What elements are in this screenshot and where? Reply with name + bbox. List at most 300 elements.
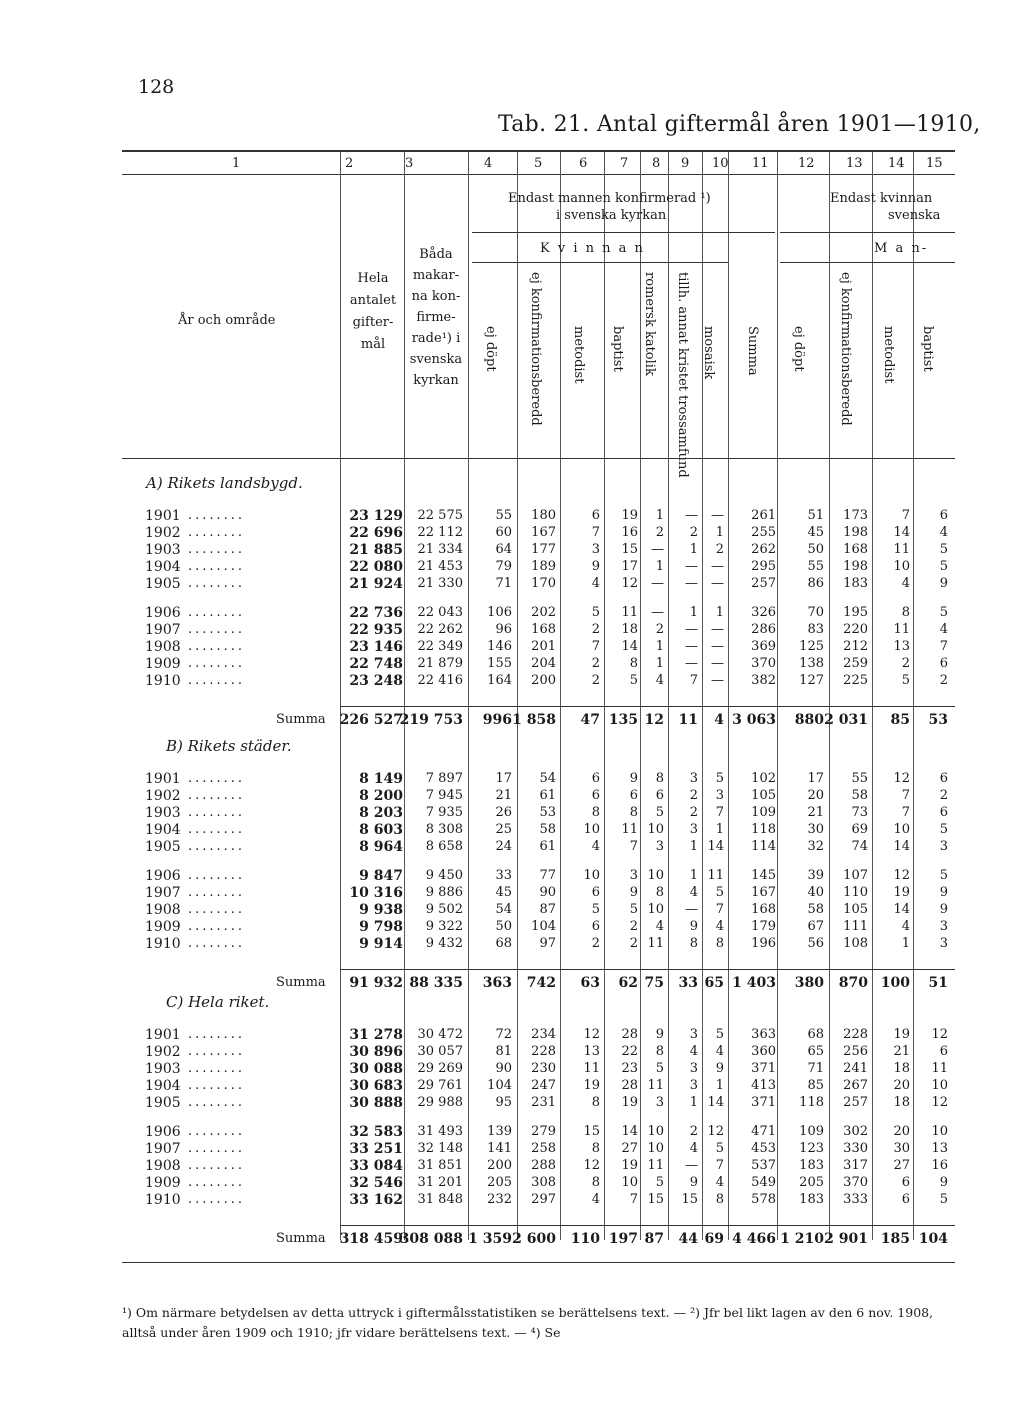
table-cell: 9 — [629, 885, 638, 900]
header-c10: mosaisk — [701, 326, 716, 380]
table-cell: 3 — [655, 1095, 664, 1110]
table-cell: 2 — [591, 622, 600, 637]
table-cell: 2 — [591, 673, 600, 688]
table-cell: 302 — [843, 1124, 868, 1139]
table-cell: 21 330 — [417, 576, 463, 591]
table-cell: 104 — [531, 919, 556, 934]
table-cell: 11 — [647, 936, 664, 951]
table-cell: 2 — [689, 1124, 698, 1139]
table-cell: 87 — [539, 902, 556, 917]
table-cell: 8 — [689, 936, 698, 951]
table-cell: 68 — [807, 1027, 824, 1042]
table-cell: — — [711, 656, 724, 671]
table-cell: 19 — [893, 1027, 910, 1042]
table-cell: 9 — [629, 771, 638, 786]
table-cell: 55 — [851, 771, 868, 786]
table-cell: 11 — [707, 868, 724, 883]
table-cell: 3 — [939, 839, 948, 854]
table-cell: 7 — [715, 805, 724, 820]
table-cell: 205 — [799, 1175, 824, 1190]
header-c4: ej döpt — [483, 326, 498, 372]
table-cell: 102 — [751, 771, 776, 786]
table-cell: 288 — [531, 1158, 556, 1173]
table-cell: — — [685, 639, 698, 654]
table-cell: 70 — [807, 605, 824, 620]
table-cell: 8 — [715, 936, 724, 951]
table-cell: 9 798 — [359, 919, 403, 935]
table-cell: 30 057 — [417, 1044, 463, 1059]
table-cell: 370 — [843, 1175, 868, 1190]
header-both-confirmed: kyrkan — [413, 373, 459, 388]
table-cell: 45 — [495, 885, 512, 900]
table-cell: 5 — [715, 1141, 724, 1156]
table-cell: 14 — [893, 525, 910, 540]
rule-line — [122, 1262, 955, 1263]
row-year: 1908 — [145, 1158, 181, 1174]
table-cell: 22 935 — [349, 622, 403, 638]
table-cell: 317 — [843, 1158, 868, 1173]
table-cell: 363 — [751, 1027, 776, 1042]
table-cell: 16 — [931, 1158, 948, 1173]
summa-cell: 63 — [580, 975, 600, 991]
table-cell: 22 736 — [349, 605, 403, 621]
leader-dots: ........ — [188, 639, 246, 654]
subgroup-kvinnan: K v i n n a n — [540, 241, 645, 256]
table-cell: — — [711, 576, 724, 591]
leader-dots: ........ — [188, 885, 246, 900]
subgroup-mannen: M a n- — [874, 241, 929, 256]
table-cell: 4 — [591, 1192, 600, 1207]
table-cell: 5 — [591, 605, 600, 620]
table-cell: 5 — [939, 559, 948, 574]
column-divider — [560, 152, 561, 1240]
header-total-marriages: antalet — [349, 293, 397, 308]
table-cell: 4 — [689, 885, 698, 900]
table-cell: — — [711, 673, 724, 688]
row-year: 1901 — [145, 508, 181, 524]
table-cell: 7 — [901, 508, 910, 523]
table-cell: 7 — [689, 673, 698, 688]
table-cell: 127 — [799, 673, 824, 688]
table-cell: 105 — [751, 788, 776, 803]
table-cell: 9 — [655, 1027, 664, 1042]
table-cell: 23 — [621, 1061, 638, 1076]
column-number: 11 — [752, 156, 769, 171]
table-cell: 537 — [751, 1158, 776, 1173]
column-divider — [640, 152, 641, 1240]
table-cell: 4 — [715, 919, 724, 934]
table-cell: 261 — [751, 508, 776, 523]
table-cell: 3 — [689, 771, 698, 786]
column-divider — [468, 152, 469, 1240]
leader-dots: ........ — [188, 771, 246, 786]
table-cell: 71 — [495, 576, 512, 591]
table-cell: 247 — [531, 1078, 556, 1093]
table-cell: 173 — [843, 508, 868, 523]
summa-cell: 87 — [644, 1231, 664, 1247]
table-cell: 1 — [901, 936, 910, 951]
table-cell: 5 — [901, 673, 910, 688]
table-cell: 10 — [931, 1124, 948, 1139]
table-cell: 4 — [939, 622, 948, 637]
table-cell: 4 — [689, 1044, 698, 1059]
table-cell: 61 — [539, 839, 556, 854]
table-cell: 30 683 — [349, 1078, 403, 1094]
row-year: 1907 — [145, 622, 181, 638]
table-cell: 6 — [591, 919, 600, 934]
table-cell: 9 886 — [425, 885, 463, 900]
table-cell: 167 — [751, 885, 776, 900]
table-cell: 1 — [715, 605, 724, 620]
table-cell: 167 — [531, 525, 556, 540]
table-cell: 19 — [621, 508, 638, 523]
row-year: 1909 — [145, 919, 181, 935]
leader-dots: ........ — [188, 902, 246, 917]
leader-dots: ........ — [188, 1095, 246, 1110]
table-cell: 146 — [487, 639, 512, 654]
leader-dots: ........ — [188, 673, 246, 688]
row-year: 1909 — [145, 1175, 181, 1191]
table-cell: 54 — [495, 902, 512, 917]
table-cell: 8 308 — [425, 822, 463, 837]
table-cell: 21 334 — [417, 542, 463, 557]
column-divider — [340, 152, 341, 1240]
table-cell: 12 — [893, 771, 910, 786]
table-cell: 5 — [655, 805, 664, 820]
table-cell: 31 493 — [417, 1124, 463, 1139]
table-cell: 68 — [495, 936, 512, 951]
table-cell: 22 696 — [349, 525, 403, 541]
table-cell: 267 — [843, 1078, 868, 1093]
row-year: 1907 — [145, 1141, 181, 1157]
table-cell: 189 — [531, 559, 556, 574]
table-cell: 7 — [629, 1192, 638, 1207]
table-cell: 114 — [751, 839, 776, 854]
table-cell: 370 — [751, 656, 776, 671]
table-cell: 308 — [531, 1175, 556, 1190]
leader-dots: ........ — [188, 805, 246, 820]
table-cell: 4 — [901, 576, 910, 591]
table-cell: 2 — [689, 525, 698, 540]
header-c8: romersk katolik — [642, 272, 657, 376]
table-cell: 55 — [807, 559, 824, 574]
table-cell: 2 — [629, 919, 638, 934]
table-cell: 8 — [715, 1192, 724, 1207]
table-cell: 107 — [843, 868, 868, 883]
header-c11: Summa — [745, 326, 760, 376]
table-cell: 21 879 — [417, 656, 463, 671]
table-cell: 3 — [655, 839, 664, 854]
column-number: 4 — [484, 156, 493, 171]
table-cell: 1 — [655, 508, 664, 523]
table-cell: 6 — [939, 771, 948, 786]
table-cell: 9 432 — [425, 936, 463, 951]
table-cell: 30 088 — [349, 1061, 403, 1077]
table-cell: 195 — [843, 605, 868, 620]
summa-cell: 91 932 — [349, 975, 403, 991]
row-year: 1903 — [145, 805, 181, 821]
table-cell: 10 — [621, 1175, 638, 1190]
table-cell: 7 — [591, 639, 600, 654]
table-cell: 61 — [539, 788, 556, 803]
table-cell: 23 248 — [349, 673, 403, 689]
row-year: 1906 — [145, 605, 181, 621]
summa-cell: 135 — [608, 712, 638, 728]
table-cell: 22 080 — [349, 559, 403, 575]
table-cell: 5 — [939, 1192, 948, 1207]
table-cell: 382 — [751, 673, 776, 688]
header-total-marriages: mål — [360, 337, 386, 352]
summa-cell: 318 459 — [339, 1231, 403, 1247]
column-number: 10 — [712, 156, 729, 171]
table-cell: 6 — [591, 508, 600, 523]
table-cell: — — [711, 508, 724, 523]
table-cell: 9 — [939, 1175, 948, 1190]
table-cell: 58 — [851, 788, 868, 803]
table-cell: 11 — [621, 822, 638, 837]
row-year: 1904 — [145, 559, 181, 575]
table-cell: 259 — [843, 656, 868, 671]
table-cell: 9 — [715, 1061, 724, 1076]
column-divider — [404, 152, 405, 1240]
table-cell: 4 — [591, 839, 600, 854]
table-cell: 168 — [843, 542, 868, 557]
table-cell: 14 — [621, 1124, 638, 1139]
table-cell: 333 — [843, 1192, 868, 1207]
header-c12: ej döpt — [791, 326, 806, 372]
table-cell: 262 — [751, 542, 776, 557]
table-cell: 67 — [807, 919, 824, 934]
row-year: 1910 — [145, 1192, 181, 1208]
table-cell: 15 — [621, 542, 638, 557]
table-cell: 8 658 — [425, 839, 463, 854]
table-cell: 360 — [751, 1044, 776, 1059]
table-cell: 16 — [621, 525, 638, 540]
row-year: 1902 — [145, 1044, 181, 1060]
table-cell: 453 — [751, 1141, 776, 1156]
table-cell: 33 084 — [349, 1158, 403, 1174]
table-cell: 54 — [539, 771, 556, 786]
table-cell: 118 — [751, 822, 776, 837]
table-cell: 13 — [583, 1044, 600, 1059]
table-cell: 8 — [655, 1044, 664, 1059]
table-cell: 2 — [939, 673, 948, 688]
table-cell: 371 — [751, 1095, 776, 1110]
column-divider — [517, 152, 518, 1240]
footnote: ¹) Om närmare betydelsen av detta uttryck i giftermålsstatistiken se berättelsens text. — ²) Jfr bel likt lagen av den 6 nov. 1908, alltså under åren 1909 och 1910; jfr vidare berättelsens text. — ⁴) Se — [122, 1305, 934, 1340]
table-cell: 22 — [621, 1044, 638, 1059]
column-number: 14 — [888, 156, 905, 171]
leader-dots: ........ — [188, 1124, 246, 1139]
table-cell: 295 — [751, 559, 776, 574]
table-cell: 180 — [531, 508, 556, 523]
table-cell: 125 — [799, 639, 824, 654]
leader-dots: ........ — [188, 622, 246, 637]
leader-dots: ........ — [188, 1141, 246, 1156]
table-cell: 22 416 — [417, 673, 463, 688]
table-cell: 9 — [591, 559, 600, 574]
summa-cell: 88 335 — [409, 975, 463, 991]
summa-cell: 85 — [890, 712, 910, 728]
table-cell: 230 — [531, 1061, 556, 1076]
table-cell: 23 146 — [349, 639, 403, 655]
column-divider — [668, 152, 669, 1240]
table-cell: 2 — [655, 525, 664, 540]
summa-cell: 69 — [704, 1231, 724, 1247]
table-cell: 183 — [843, 576, 868, 591]
table-cell: 6 — [939, 805, 948, 820]
column-number: 6 — [579, 156, 588, 171]
table-cell: — — [685, 902, 698, 917]
table-cell: 106 — [487, 605, 512, 620]
rule-line — [340, 1225, 955, 1226]
table-cell: 15 — [647, 1192, 664, 1207]
table-cell: 11 — [647, 1078, 664, 1093]
summa-cell: 100 — [880, 975, 910, 991]
table-cell: 8 — [901, 605, 910, 620]
table-cell: 58 — [539, 822, 556, 837]
table-cell: 45 — [807, 525, 824, 540]
table-cell: 9 914 — [359, 936, 403, 952]
column-divider — [702, 152, 703, 1240]
table-cell: 3 — [715, 788, 724, 803]
table-cell: 279 — [531, 1124, 556, 1139]
table-cell: 8 — [655, 771, 664, 786]
summa-cell: 870 — [838, 975, 868, 991]
row-year: 1902 — [145, 525, 181, 541]
leader-dots: ........ — [188, 1044, 246, 1059]
row-year: 1903 — [145, 1061, 181, 1077]
rule-line — [472, 232, 775, 233]
table-cell: 231 — [531, 1095, 556, 1110]
table-cell: 257 — [843, 1095, 868, 1110]
table-cell: 104 — [487, 1078, 512, 1093]
table-cell: 12 — [931, 1027, 948, 1042]
table-cell: 9 — [939, 576, 948, 591]
group-header-women: svenska — [888, 208, 941, 223]
table-cell: 55 — [495, 508, 512, 523]
table-cell: 50 — [807, 542, 824, 557]
table-cell: 21 924 — [349, 576, 403, 592]
table-cell: — — [651, 605, 664, 620]
table-cell: 10 — [893, 822, 910, 837]
table-cell: 198 — [843, 525, 868, 540]
summa-cell: 363 — [482, 975, 512, 991]
table-cell: 228 — [843, 1027, 868, 1042]
row-year: 1905 — [145, 1095, 181, 1111]
table-cell: 11 — [931, 1061, 948, 1076]
table-cell: — — [685, 576, 698, 591]
column-divider — [728, 152, 729, 1240]
summa-cell: 104 — [918, 1231, 948, 1247]
table-cell: 58 — [807, 902, 824, 917]
table-cell: 3 — [939, 936, 948, 951]
summa-cell: 197 — [608, 1231, 638, 1247]
table-cell: 40 — [807, 885, 824, 900]
table-cell: 27 — [621, 1141, 638, 1156]
leader-dots: ........ — [188, 508, 246, 523]
table-cell: 111 — [843, 919, 868, 934]
summa-cell: 47 — [580, 712, 600, 728]
table-cell: 5 — [655, 1061, 664, 1076]
table-cell: 10 — [583, 822, 600, 837]
table-cell: 97 — [539, 936, 556, 951]
table-cell: 108 — [843, 936, 868, 951]
table-cell: 39 — [807, 868, 824, 883]
table-cell: 77 — [539, 868, 556, 883]
table-cell: 3 — [591, 542, 600, 557]
header-both-confirmed: firme- — [416, 310, 456, 325]
header-c15: baptist — [920, 326, 935, 372]
table-cell: 138 — [799, 656, 824, 671]
table-cell: 141 — [487, 1141, 512, 1156]
table-cell: 109 — [799, 1124, 824, 1139]
table-cell: 110 — [843, 885, 868, 900]
table-cell: 10 316 — [349, 885, 403, 901]
table-cell: 7 935 — [425, 805, 463, 820]
table-cell: 5 — [715, 885, 724, 900]
rule-line — [472, 262, 728, 263]
table-cell: 1 — [655, 559, 664, 574]
table-cell: 3 — [689, 822, 698, 837]
table-cell: 145 — [751, 868, 776, 883]
table-cell: 220 — [843, 622, 868, 637]
table-cell: 183 — [799, 1192, 824, 1207]
table-cell: 212 — [843, 639, 868, 654]
table-cell: 31 278 — [349, 1027, 403, 1043]
table-cell: 14 — [621, 639, 638, 654]
table-cell: 1 — [715, 822, 724, 837]
table-cell: 8 — [591, 805, 600, 820]
leader-dots: ........ — [188, 868, 246, 883]
table-cell: 4 — [655, 673, 664, 688]
table-cell: 9 — [939, 902, 948, 917]
table-cell: 8 — [629, 656, 638, 671]
table-cell: — — [711, 622, 724, 637]
rule-line — [340, 706, 955, 707]
summa-label: Summa — [276, 1231, 326, 1246]
column-divider — [872, 152, 873, 1240]
table-cell: 12 — [583, 1027, 600, 1042]
summa-cell: 2 600 — [512, 1231, 556, 1247]
table-cell: 6 — [655, 788, 664, 803]
table-cell: 7 — [715, 1158, 724, 1173]
table-cell: 18 — [621, 622, 638, 637]
table-cell: 1 — [689, 605, 698, 620]
table-cell: 29 269 — [417, 1061, 463, 1076]
column-divider — [777, 152, 778, 1240]
table-cell: 10 — [647, 1141, 664, 1156]
table-cell: — — [685, 508, 698, 523]
table-cell: 256 — [843, 1044, 868, 1059]
table-cell: 4 — [689, 1141, 698, 1156]
table-cell: 71 — [807, 1061, 824, 1076]
table-cell: 2 — [689, 805, 698, 820]
table-cell: 9 847 — [359, 868, 403, 884]
table-cell: 30 896 — [349, 1044, 403, 1060]
row-year: 1904 — [145, 822, 181, 838]
summa-cell: 65 — [704, 975, 724, 991]
table-cell: 3 — [689, 1078, 698, 1093]
table-cell: 64 — [495, 542, 512, 557]
leader-dots: ........ — [188, 525, 246, 540]
table-cell: 33 251 — [349, 1141, 403, 1157]
table-cell: 4 — [655, 919, 664, 934]
table-cell: 232 — [487, 1192, 512, 1207]
table-cell: 65 — [807, 1044, 824, 1059]
summa-cell: 1 210 — [780, 1231, 824, 1247]
table-cell: 72 — [495, 1027, 512, 1042]
